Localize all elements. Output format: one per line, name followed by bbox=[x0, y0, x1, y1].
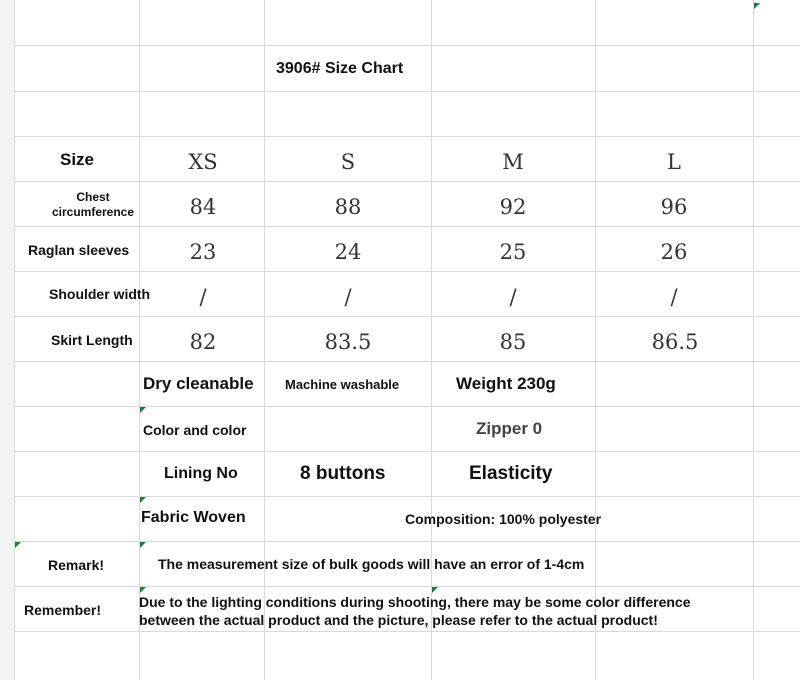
table-cell: / bbox=[509, 285, 517, 309]
lining-text: Lining No bbox=[164, 465, 238, 482]
gridline bbox=[14, 631, 800, 632]
cell-flag bbox=[140, 497, 146, 503]
gridline bbox=[14, 406, 800, 407]
remember-line-2: between the actual product and the picture, please refer to the actual product! bbox=[139, 612, 658, 628]
gridline bbox=[431, 0, 432, 680]
gridline bbox=[14, 0, 15, 680]
gridline bbox=[14, 496, 800, 497]
gridline bbox=[14, 451, 800, 452]
gridline bbox=[139, 0, 140, 680]
dry-cleanable-text: Dry cleanable bbox=[143, 374, 254, 393]
gridline bbox=[14, 91, 800, 92]
page-title: 3906# Size Chart bbox=[276, 60, 404, 77]
size-header: Size bbox=[59, 150, 95, 169]
machine-washable-text: Machine washable bbox=[285, 377, 400, 392]
table-cell: 23 bbox=[189, 240, 217, 264]
table-cell: / bbox=[199, 285, 207, 309]
cell-flag bbox=[140, 407, 146, 413]
weight-text: Weight 230g bbox=[456, 374, 556, 393]
table-cell: / bbox=[670, 285, 678, 309]
row-label-chest: Chest circumference bbox=[51, 190, 135, 219]
row-label-raglan: Raglan sleeves bbox=[28, 242, 130, 258]
size-label: M bbox=[502, 150, 524, 174]
table-cell: 26 bbox=[660, 240, 688, 264]
size-label: L bbox=[667, 150, 681, 174]
row-label-skirt: Skirt Length bbox=[51, 332, 133, 348]
row-label-shoulder: Shoulder width bbox=[49, 286, 151, 302]
table-cell: / bbox=[344, 285, 352, 309]
color-text: Color and color bbox=[143, 422, 247, 438]
cell-flag bbox=[140, 542, 146, 548]
gridline bbox=[14, 181, 800, 182]
row-header-strip bbox=[0, 0, 14, 680]
size-label: XS bbox=[188, 150, 218, 174]
remark-label: Remark! bbox=[48, 557, 105, 573]
gridline bbox=[14, 361, 800, 362]
size-label: S bbox=[340, 150, 356, 174]
zipper-text: Zipper 0 bbox=[476, 419, 543, 438]
table-cell: 85 bbox=[499, 330, 527, 354]
remark-text: The measurement size of bulk goods will have an error of 1-4cm bbox=[158, 556, 585, 572]
table-cell: 25 bbox=[499, 240, 527, 264]
remember-line-1: Due to the lighting conditions during shooting, there may be some color difference bbox=[139, 594, 691, 610]
composition-text: Composition: 100% polyester bbox=[405, 511, 602, 527]
elasticity-text: Elasticity bbox=[469, 463, 553, 484]
gridline bbox=[264, 0, 265, 680]
gridline bbox=[753, 0, 754, 680]
table-cell: 83.5 bbox=[324, 330, 372, 354]
cell-flag bbox=[432, 587, 438, 593]
gridline bbox=[14, 586, 800, 587]
table-cell: 96 bbox=[660, 195, 688, 219]
table-cell: 92 bbox=[499, 195, 527, 219]
gridline bbox=[595, 0, 596, 680]
gridline bbox=[14, 226, 800, 227]
fabric-text: Fabric Woven bbox=[141, 509, 246, 526]
gridline bbox=[14, 541, 800, 542]
cell-flag bbox=[754, 3, 760, 9]
gridline bbox=[14, 45, 800, 46]
gridline bbox=[14, 271, 800, 272]
cell-flag bbox=[140, 587, 146, 593]
table-cell: 24 bbox=[334, 240, 362, 264]
gridline bbox=[14, 316, 800, 317]
buttons-text: 8 buttons bbox=[300, 463, 386, 484]
table-cell: 82 bbox=[189, 330, 217, 354]
table-cell: 86.5 bbox=[651, 330, 699, 354]
table-cell: 88 bbox=[334, 195, 362, 219]
cell-flag bbox=[15, 542, 21, 548]
table-cell: 84 bbox=[189, 195, 217, 219]
gridline bbox=[14, 136, 800, 137]
remember-label: Remember! bbox=[24, 602, 102, 618]
